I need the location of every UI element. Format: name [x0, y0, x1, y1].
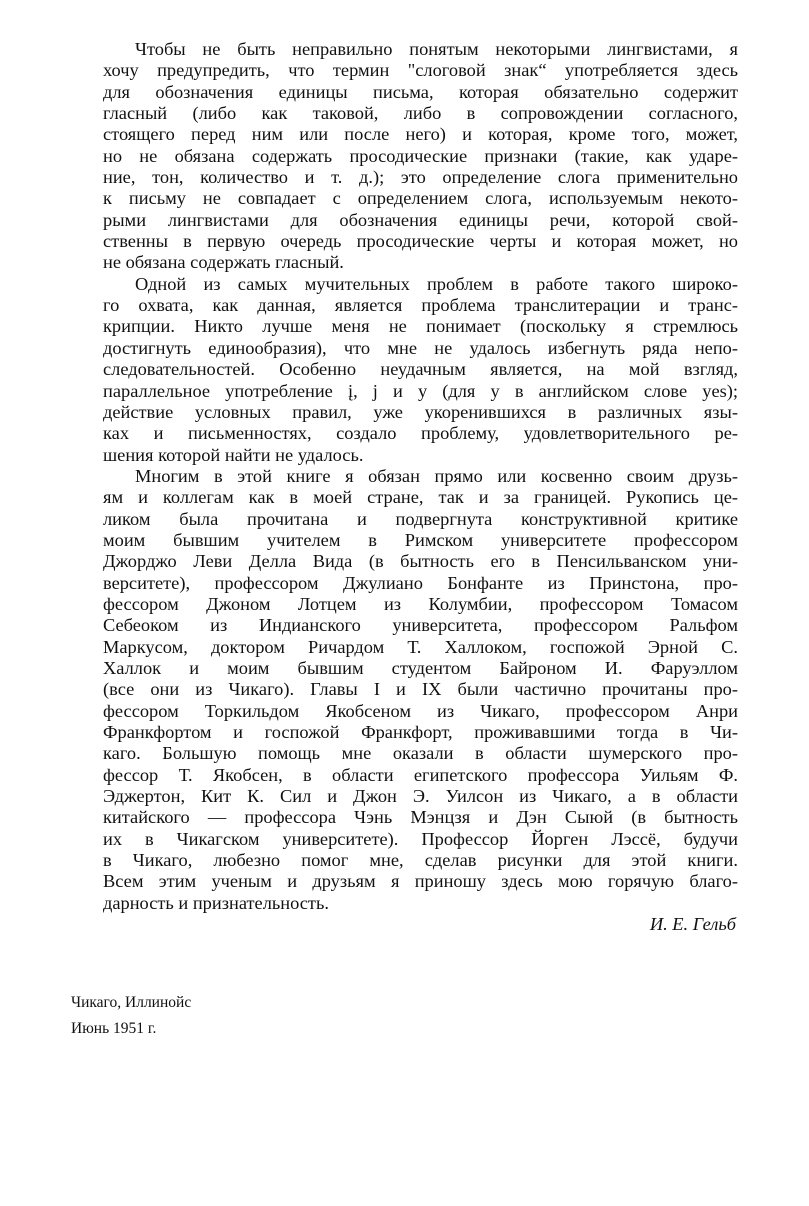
text-line: Многим в этой книге я обязан прямо или косвенно своим друзь-: [135, 465, 738, 486]
text-line: ликом была прочитана и подвергнута конструктивной критике: [103, 508, 738, 529]
text-line: Чтобы не быть неправильно понятым некоторыми лингвистами, я: [135, 39, 738, 59]
text-line: ям и коллегам как в моей стране, так и за границей. Рукопись це-: [103, 487, 738, 508]
text-line: действие условных правил, уже укоренившихся в различных язы-: [103, 401, 738, 422]
place-label: Чикаго, Иллинойс: [71, 994, 192, 1011]
text-line: ственны в первую очередь просодические черты и которая может, но: [103, 231, 738, 252]
paragraph-syllabic-sign: [71, 39, 738, 274]
text-line: параллельное употребление į, j и y (для y в английском слове yes);: [103, 380, 738, 401]
text-line: каго. Большую помощь мне оказали в области шумерского про-: [103, 743, 738, 764]
text-line: стоящего перед ним или после него) и которая, кроме того, может,: [103, 124, 738, 145]
text-line: Маркусом, доктором Ричардом Т. Халлоком, госпожой Эрной С.: [103, 636, 738, 657]
date-label: Июнь 1951 г.: [71, 1020, 157, 1037]
text-line: дарность и признательность.: [103, 892, 329, 913]
text-line: гласный (либо как таковой, либо в сопровождении согласного,: [103, 103, 738, 124]
text-line: для обозначения единицы письма, которая обязательно содержит: [103, 81, 738, 102]
text-line: фессором Джоном Лотцем из Колумбии, профессором Томасом: [103, 593, 738, 614]
place-date-block: [71, 990, 191, 1042]
text-line: верситете), профессором Джулиано Бонфанте из Принстона, про-: [103, 572, 738, 593]
document-body: [71, 39, 738, 935]
text-line: хочу предупредить, что термин "слоговой знак“ употребляется здесь: [103, 60, 738, 81]
text-line: фессор Т. Якобсен, в области египетского профессора Уильям Ф.: [103, 764, 738, 785]
text-line: (все они из Чикаго). Главы I и IX были частично прочитаны про-: [103, 679, 738, 700]
text-line: фессором Торкильдом Якобсеном из Чикаго, профессором Анри: [103, 700, 738, 721]
text-line: достигнуть единообразия), что мне не удалось избегнуть ряда непо-: [103, 337, 738, 358]
text-line: шения которой найти не удалось.: [103, 444, 364, 465]
paragraph-acknowledgements: [71, 466, 738, 914]
text-line: Джорджо Леви Делла Вида (в бытность его в Пенсильванском уни-: [103, 551, 738, 572]
text-line: Себеоком из Индианского университета, профессором Ральфом: [103, 615, 738, 636]
text-line: ках и письменностях, создало проблему, удовлетворительного ре-: [103, 423, 738, 444]
text-line: Эджертон, Кит К. Сил и Джон Э. Уилсон из Чикаго, а в области: [103, 786, 738, 807]
text-line: китайского — профессора Чэнь Мэнцзя и Дэн Сыюй (в бытность: [103, 807, 738, 828]
paragraph-transliteration: [71, 274, 738, 466]
text-line: но не обязана содержать просодические признаки (такие, как ударе-: [103, 145, 738, 166]
author-signature: И. Е. Гельб: [649, 914, 736, 935]
text-line: в Чикаго, любезно помог мне, сделав рисунки для этой книги.: [103, 850, 738, 871]
text-line: Всем этим ученым и друзьям я приношу здесь мою горячую благо-: [103, 871, 738, 892]
text-line: Халлок и моим бывшим студентом Байроном И. Фаруэллом: [103, 657, 738, 678]
text-line: крипции. Никто лучше меня не понимает (поскольку я стремлюсь: [103, 316, 738, 337]
text-line: го охвата, как данная, является проблема транслитерации и транс-: [103, 295, 738, 316]
text-line: не обязана содержать гласный.: [103, 252, 344, 273]
text-line: следовательностей. Особенно неудачным является, на мой взгляд,: [103, 359, 738, 380]
text-line: Одной из самых мучительных проблем в работе такого широко-: [135, 273, 738, 294]
text-line: Франкфортом и госпожой Франкфорт, проживавшими тогда в Чи-: [103, 722, 738, 742]
text-line: рыми лингвистами для обозначения единицы речи, которой свой-: [103, 209, 738, 230]
text-line: моим бывшим учителем в Римском университете профессором: [103, 529, 738, 550]
text-line: к письму не совпадает с определением слога, используемым некото-: [103, 188, 738, 209]
text-line: ние, тон, количество и т. д.); это определение слога применительно: [103, 167, 738, 188]
text-line: их в Чикагском университете). Профессор Йорген Лэссё, будучи: [103, 828, 738, 849]
